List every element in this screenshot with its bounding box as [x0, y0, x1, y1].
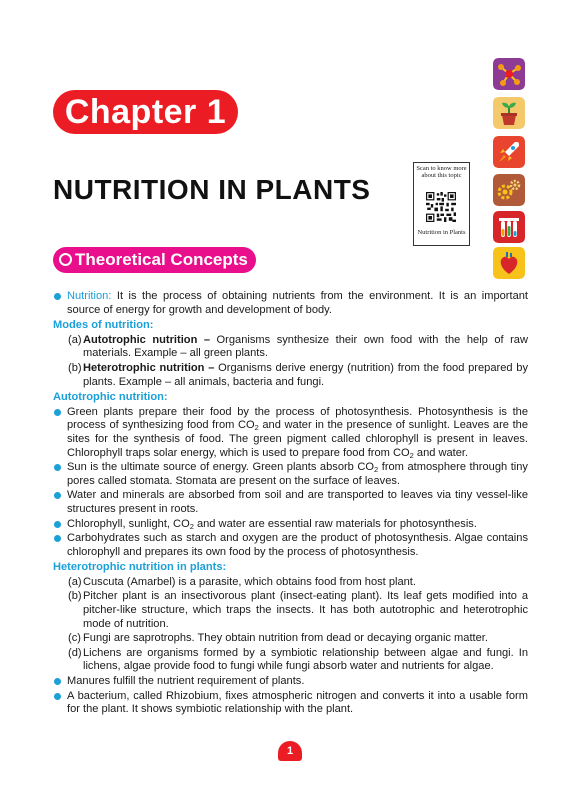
list-item: A bacterium, called Rhizobium, fixes atmospheric nitrogen and converts it into a usable form for the plant. It shows symbiotic relationship with the plant. — [53, 690, 528, 717]
item-marker: (a) — [68, 575, 82, 588]
subscript: 2 — [374, 465, 379, 475]
list-item: Carbohydrates such as starch and oxygen are the product of photosynthesis. Algae contains chlorophyll and prepares its own food by the process of photosynthesis. — [53, 532, 528, 559]
section-title: Theoretical Concepts — [75, 250, 248, 269]
term: Heterotrophic nutrition – — [83, 361, 215, 374]
nutrition-definition — [53, 290, 528, 317]
chapter-title: NUTRITION IN PLANTS — [53, 174, 371, 205]
text-part: Chlorophyll, sunlight, CO — [67, 517, 190, 530]
gears-icon — [493, 174, 525, 206]
list-item: Water and minerals are absorbed from soil and are transported to leaves via tiny vessel-like structures present in roots. — [53, 489, 528, 516]
term-label: Nutrition: — [67, 290, 112, 302]
sprout-pot-icon — [493, 97, 525, 129]
qr-caption: Scan to know more about this topic — [416, 165, 467, 179]
list-item — [53, 518, 528, 532]
item-text: Fungi are saprotrophs. They obtain nutrition from dead or decaying organic matter. — [83, 632, 488, 645]
list-item — [53, 334, 528, 361]
heterotrophic-heading: Heterotrophic nutrition in plants: — [53, 561, 227, 574]
item-text: Pitcher plant is an insectivorous plant (insect-eating plant). Its leaf gets modified into a pitcher-like structure, which traps the insects. It has both autotrophic and heterotrophic mode of nutrition. — [83, 590, 528, 630]
list-item — [53, 362, 528, 389]
text-part: and water in the presence of sunlight. Leaves are the sites for the synthesis of food. The green pigment called chlorophyll is present in leaves. Chlorophyll traps solar energy, which is used to prepare food from CO — [67, 419, 528, 459]
subscript: 2 — [254, 423, 259, 433]
definition-text: It is the process of obtaining nutrients from the environment. It is an important source of energy for growth and development of body. — [67, 290, 529, 316]
list-item — [53, 576, 528, 590]
text-part: and water are essential raw materials for photosynthesis. — [196, 517, 477, 530]
molecule-icon — [493, 58, 525, 90]
ring-icon — [59, 253, 72, 266]
item-marker: (b) — [68, 361, 82, 374]
item-text: Lichens are organisms formed by a symbiotic relationship between algae and fungi. In lichens, algae provide food to fungi while fungi absorb water and nutrients for algae. — [83, 646, 528, 673]
qr-box[interactable] — [413, 162, 470, 246]
text-part: from atmosphere through tiny pores called stomata. Stomata are present on the surface of leaves. — [67, 461, 528, 487]
subscript: 2 — [409, 450, 414, 460]
qr-topic: Nutrition in Plants — [417, 229, 466, 236]
list-item — [53, 632, 528, 646]
list-item — [53, 590, 528, 631]
item-marker: (d) — [68, 646, 82, 659]
list-item — [53, 461, 528, 488]
autotrophic-heading: Autotrophic nutrition: — [53, 391, 168, 404]
list-item — [53, 647, 528, 674]
content-body — [53, 290, 528, 718]
modes-heading: Modes of nutrition: — [53, 319, 154, 332]
text-part: and water. — [416, 446, 469, 459]
text-part: Sun is the ultimate source of energy. Green plants absorb CO — [67, 461, 375, 474]
item-marker: (c) — [68, 632, 81, 645]
qr-code-icon[interactable] — [426, 192, 456, 222]
item-text: Cuscuta (Amarbel) is a parasite, which obtains food from host plant. — [83, 575, 416, 588]
text-part: Green plants prepare their food by the process of photosynthesis. Photosynthesis is the process of synthesizing food from CO — [67, 405, 528, 432]
item-text: Organisms derive energy (nutrition) from the food prepared by plants. Example – all animals, bacteria and fungi. — [83, 361, 529, 388]
list-item: Manures fulfill the nutrient requirement of plants. — [53, 675, 528, 689]
chapter-label: Chapter 1 — [53, 90, 238, 134]
item-marker: (a) — [68, 333, 82, 346]
page-number: 1 — [278, 741, 302, 761]
subscript: 2 — [189, 521, 194, 531]
heart-icon — [493, 247, 525, 279]
item-text: Organisms synthesize their own food with the help of raw materials. Example – all green plants. — [83, 333, 528, 360]
list-item — [53, 406, 528, 460]
test-tubes-icon — [493, 211, 525, 243]
item-marker: (b) — [68, 590, 82, 603]
rocket-icon — [493, 136, 525, 168]
section-title-pill — [53, 247, 256, 273]
term: Autotrophic nutrition – — [83, 333, 211, 346]
